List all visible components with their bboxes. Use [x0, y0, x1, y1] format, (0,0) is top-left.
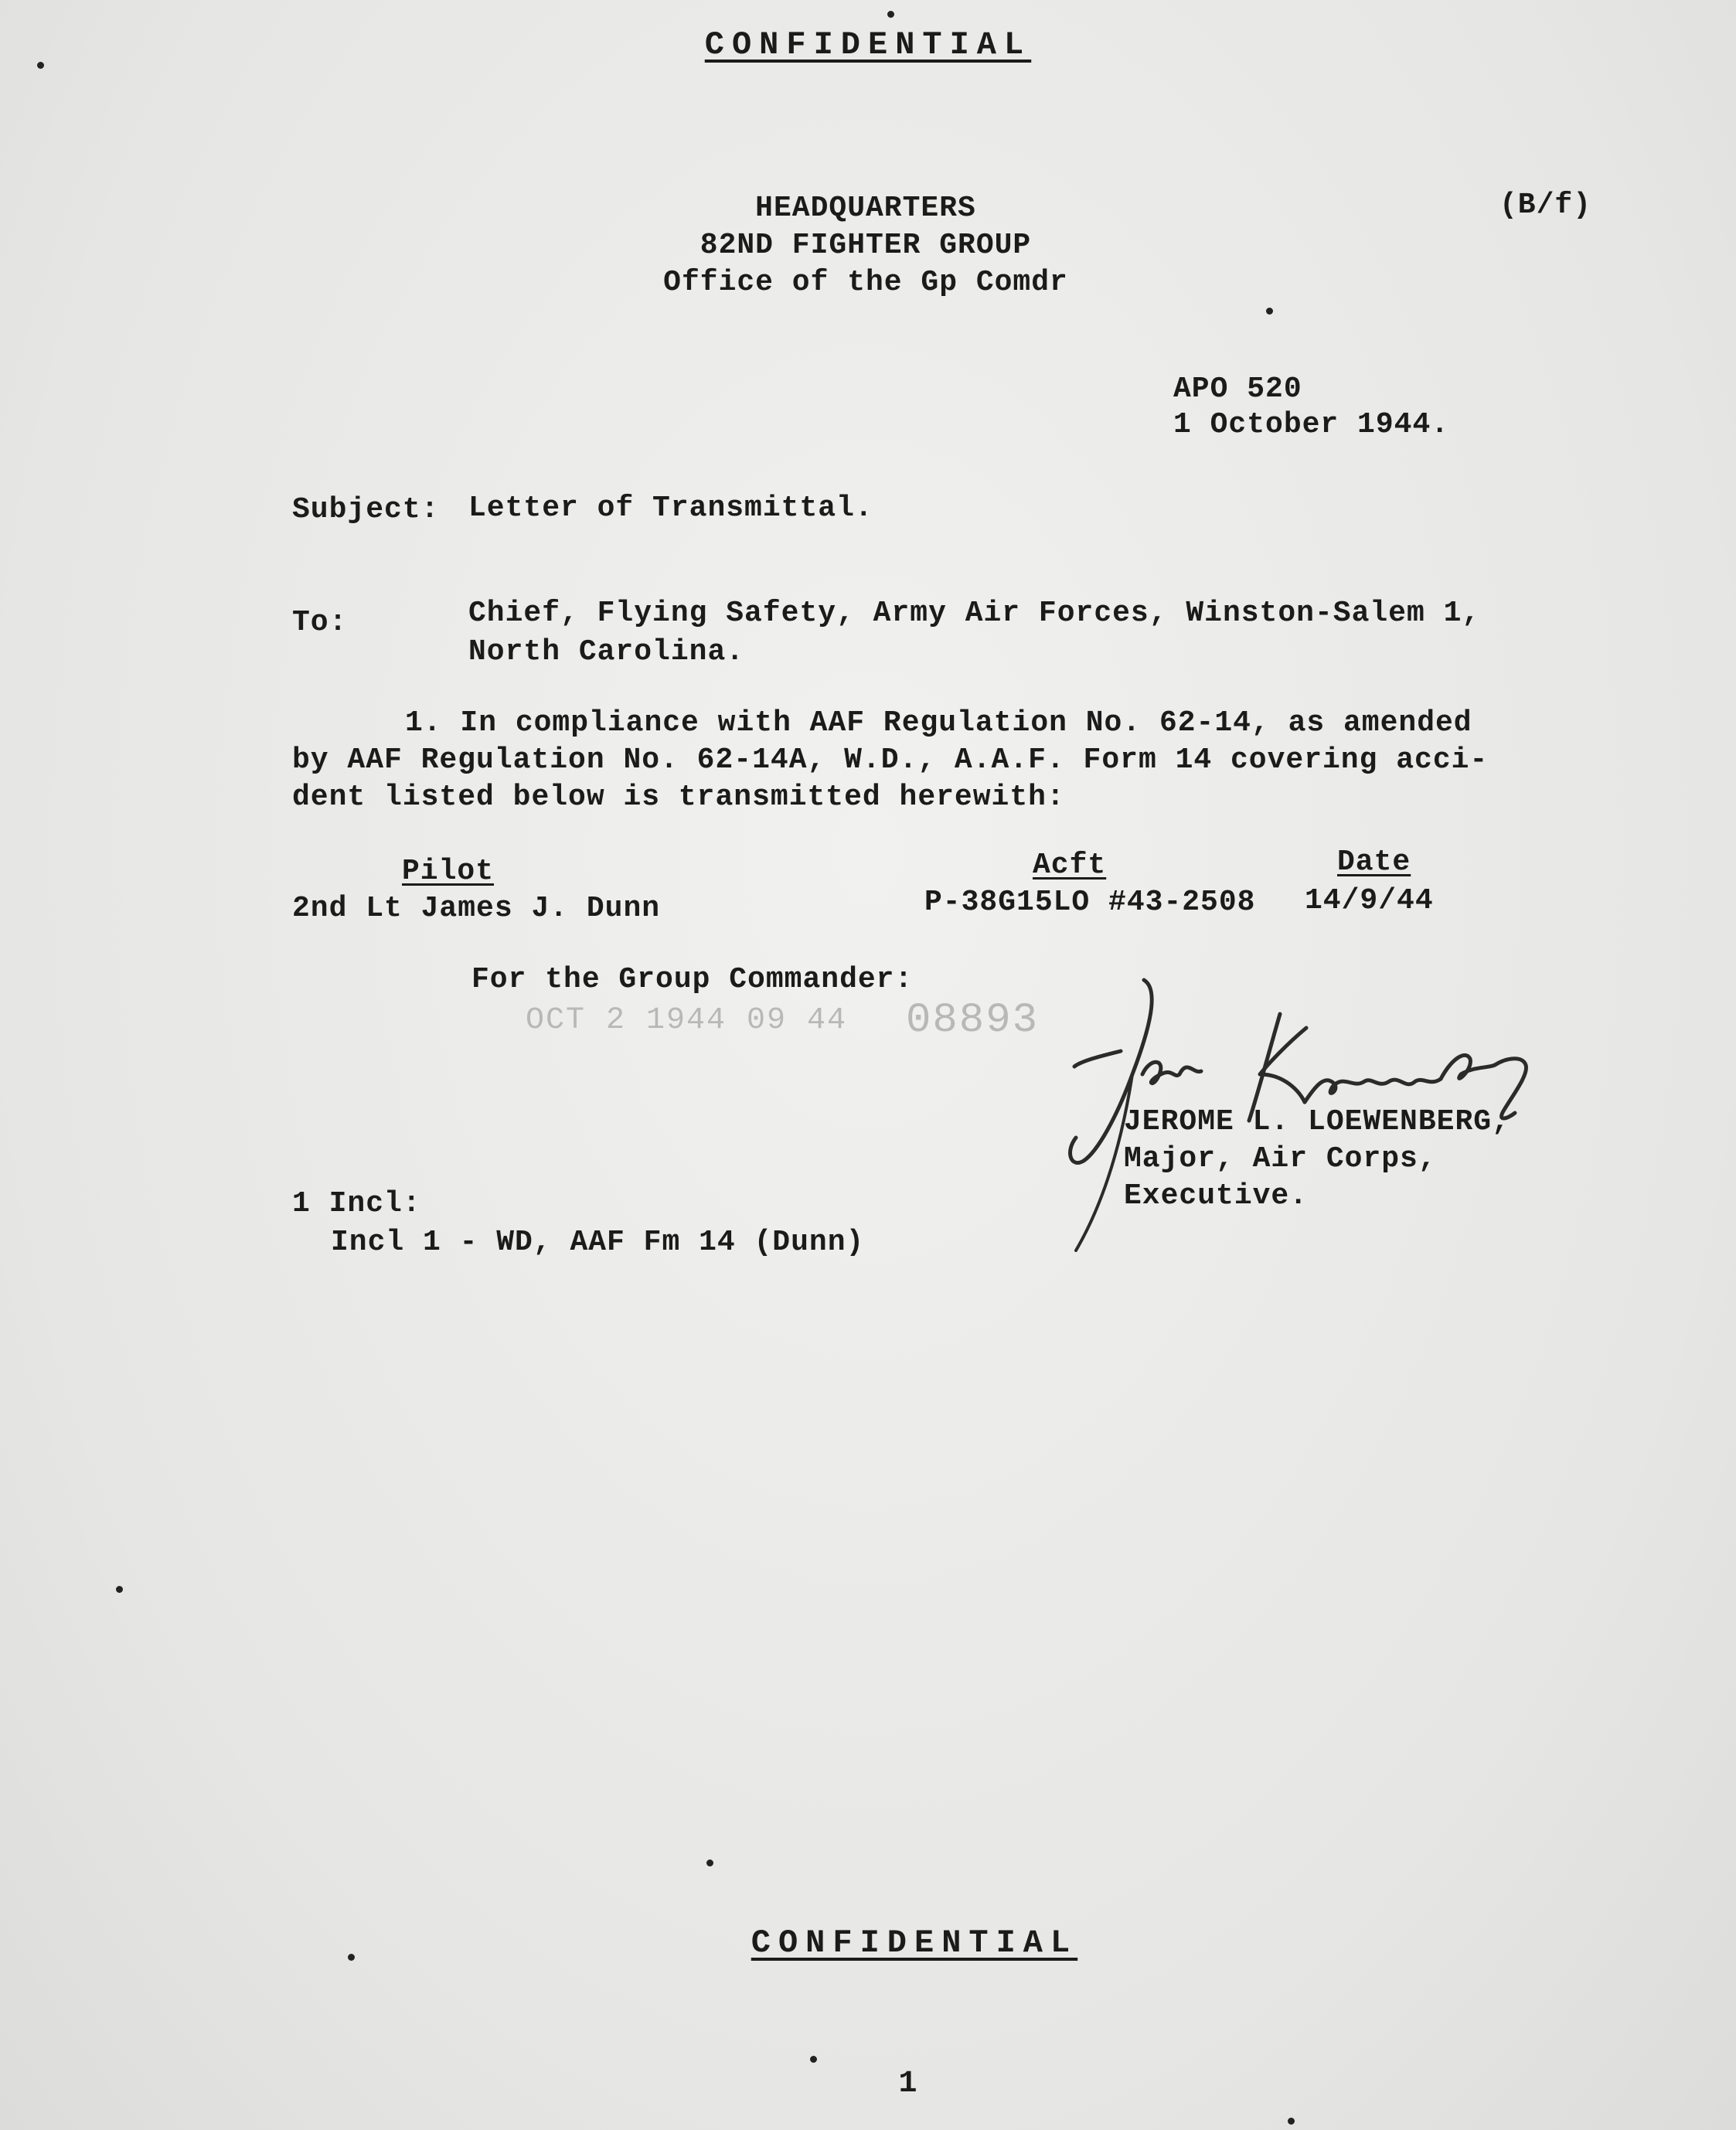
- received-date-stamp: OCT 2 1944 09 44: [526, 1003, 848, 1038]
- to-line-1: Chief, Flying Safety, Army Air Forces, Winston-Salem 1,: [468, 597, 1481, 630]
- aircraft-serial: P-38G15LO #43-2508: [924, 886, 1256, 919]
- to-label: To:: [292, 606, 348, 639]
- apo-number: APO 520: [1173, 373, 1302, 406]
- acft-header: Acft: [1033, 849, 1107, 882]
- classification-top: CONFIDENTIAL: [704, 26, 1032, 63]
- letter-date: 1 October 1944.: [1173, 408, 1450, 441]
- unit-line-3: Office of the Gp Comdr: [663, 266, 1068, 299]
- speck-mark: [887, 11, 894, 18]
- page-number: 1: [898, 2067, 918, 2101]
- signer-title: Executive.: [1124, 1179, 1309, 1213]
- unit-line-2: 82ND FIGHTER GROUP: [700, 229, 1032, 262]
- pilot-name: 2nd Lt James J. Dunn: [292, 892, 661, 925]
- subject-label: Subject:: [292, 493, 440, 526]
- paragraph-line-2: by AAF Regulation No. 62-14A, W.D., A.A.F. Form 14 covering acci-: [292, 743, 1489, 777]
- classification-bottom: CONFIDENTIAL: [751, 1924, 1078, 1962]
- unit-line-1: HEADQUARTERS: [755, 192, 976, 225]
- signer-rank: Major, Air Corps,: [1124, 1142, 1437, 1176]
- speck-mark: [706, 1859, 713, 1866]
- date-header: Date: [1337, 846, 1411, 879]
- for-group-commander: For the Group Commander:: [471, 963, 914, 996]
- speck-mark: [116, 1586, 123, 1593]
- enclosure-count: 1 Incl:: [292, 1187, 421, 1220]
- accident-date: 14/9/44: [1305, 884, 1434, 917]
- paragraph-line-1: 1. In compliance with AAF Regulation No. 62-14, as amended: [405, 706, 1472, 740]
- speck-mark: [1266, 308, 1273, 315]
- speck-mark: [1288, 2118, 1295, 2125]
- speck-mark: [810, 2056, 817, 2063]
- pilot-header: Pilot: [402, 855, 495, 888]
- subject-text: Letter of Transmittal.: [468, 492, 873, 525]
- paragraph-line-3: dent listed below is transmitted herewith:: [292, 781, 1065, 814]
- document-number-stamp: 08893: [906, 997, 1040, 1044]
- to-line-2: North Carolina.: [468, 635, 745, 669]
- signer-name: JEROME L. LOEWENBERG,: [1124, 1105, 1510, 1138]
- enclosure-item-1: Incl 1 - WD, AAF Fm 14 (Dunn): [331, 1226, 865, 1259]
- file-code: (B/f): [1499, 189, 1592, 222]
